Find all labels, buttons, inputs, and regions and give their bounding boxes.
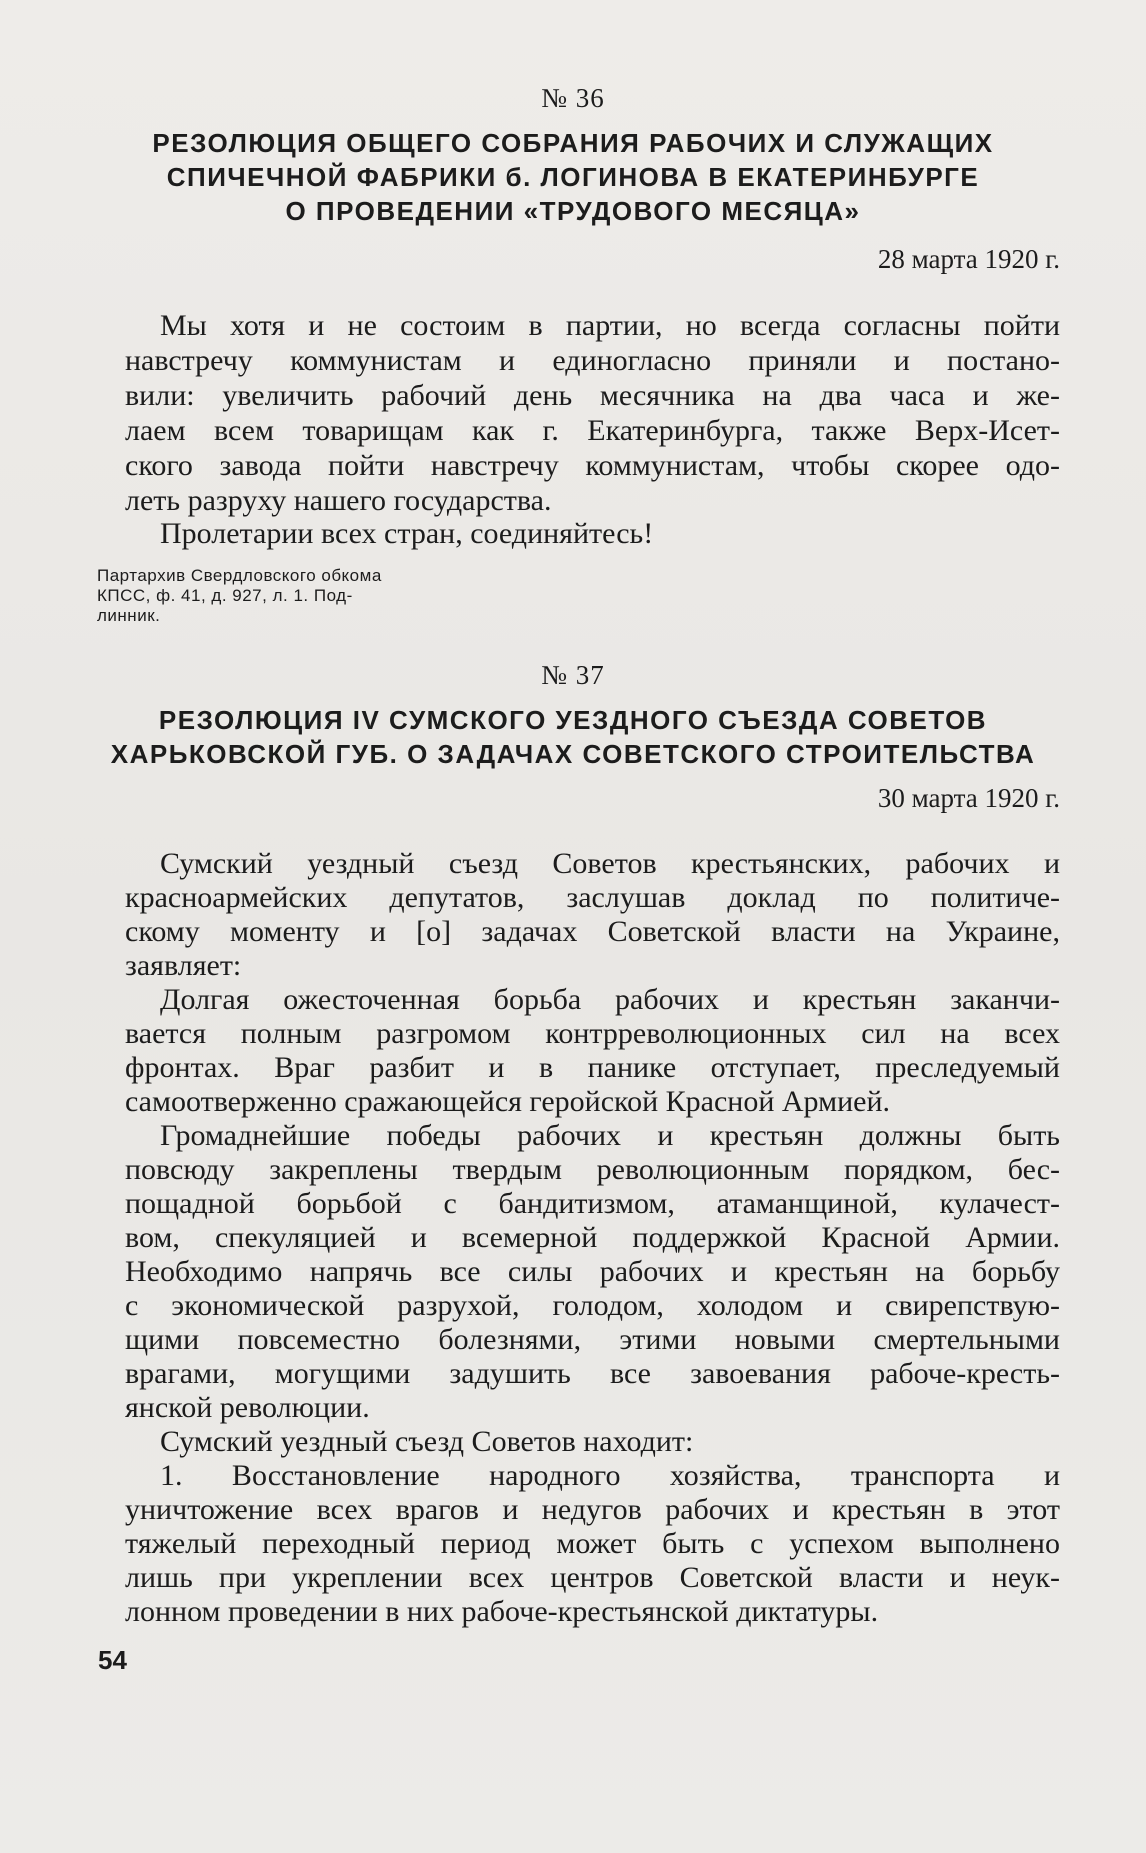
doc37-body-line: красноармейских депутатов, заслушав доклад по политиче-	[125, 881, 1060, 914]
doc37-body-line: лонном проведении в них рабоче-крестьянской диктатуры.	[125, 1595, 879, 1628]
doc36-title-line: О ПРОВЕДЕНИИ «ТРУДОВОГО МЕСЯЦА»	[285, 196, 861, 226]
doc37-body-line: щими повсеместно болезнями, этими новыми смертельными	[125, 1323, 1060, 1356]
doc36-body-line: ского завода пойти навстречу коммунистам, чтобы скорее одо-	[125, 449, 1060, 482]
doc37-body-line: Сумский уездный съезд Советов находит:	[160, 1425, 694, 1458]
doc37-body-line: фронтах. Враг разбит и в панике отступает, преследуемый	[125, 1051, 1060, 1084]
doc37-body-line: вается полным разгромом контрреволюционных сил на всех	[125, 1017, 1060, 1050]
doc37-body-line: повсюду закреплены твердым революционным порядком, бес-	[125, 1153, 1060, 1186]
doc37-body-line: скому моменту и [о] задачах Советской власти на Украине,	[125, 915, 1060, 948]
doc37-body-line: врагами, могущими задушить все завоевания рабоче-кресть-	[125, 1357, 1060, 1390]
doc37-body-line: с экономической разрухой, голодом, холодом и свирепствую-	[125, 1289, 1060, 1322]
doc36-body-line: леть разруху нашего государства.	[125, 484, 552, 517]
doc36-body-line: Мы хотя и не состоим в партии, но всегда согласны пойти	[160, 309, 1060, 342]
doc37-body-line: пощадной борьбой с бандитизмом, атаманщиной, кулачест-	[125, 1187, 1060, 1220]
doc36-body-line: навстречу коммунистам и единогласно приняли и постано-	[125, 344, 1060, 377]
doc37-body-line: Громаднейшие победы рабочих и крестьян должны быть	[160, 1119, 1060, 1152]
doc37-title-line: ХАРЬКОВСКОЙ ГУБ. О ЗАДАЧАХ СОВЕТСКОГО СТРОИТЕЛЬСТВА	[110, 739, 1036, 769]
doc36-body-line: вили: увеличить рабочий день месячника на два часа и же-	[125, 379, 1060, 412]
doc37-body-line: заявляет:	[125, 949, 242, 982]
doc37-title	[0, 703, 1146, 771]
doc37-body-line: Сумский уездный съезд Советов крестьянских, рабочих и	[160, 847, 1060, 880]
doc36-title	[0, 126, 1146, 228]
doc37-body-line: самоотверженно сражающейся геройской Красной Армией.	[125, 1085, 890, 1118]
doc36-title-line: СПИЧЕЧНОЙ ФАБРИКИ б. ЛОГИНОВА В ЕКАТЕРИНБУРГЕ	[166, 162, 980, 192]
doc36-body-line: Пролетарии всех стран, соединяйтесь!	[160, 517, 654, 550]
doc37-body-line: янской революции.	[125, 1391, 370, 1424]
doc37-body-line: 1. Восстановление народного хозяйства, транспорта и	[160, 1459, 1060, 1492]
doc36-source-line: Партархив Свердловского обкома	[97, 566, 382, 585]
doc36-source-line: линник.	[97, 606, 161, 625]
page-number: 54	[98, 1645, 127, 1675]
doc37-body-line: Долгая ожесточенная борьба рабочих и крестьян заканчи-	[160, 983, 1060, 1016]
doc37-date: 30 марта 1920 г.	[877, 783, 1060, 813]
doc36-body-line: лаем всем товарищам как г. Екатеринбурга, также Верх-Исет-	[125, 414, 1060, 447]
doc36-source-line: КПСС, ф. 41, д. 927, л. 1. Под-	[97, 586, 353, 605]
doc37-body-line: уничтожение всех врагов и недугов рабочих и крестьян в этот	[125, 1493, 1060, 1526]
doc37-number: № 37	[541, 660, 605, 690]
doc36-title-line: РЕЗОЛЮЦИЯ ОБЩЕГО СОБРАНИЯ РАБОЧИХ И СЛУЖАЩИХ	[152, 128, 994, 158]
doc36-date: 28 марта 1920 г.	[877, 244, 1060, 274]
doc37-title-line: РЕЗОЛЮЦИЯ IV СУМСКОГО УЕЗДНОГО СЪЕЗДА СОВЕТОВ	[158, 705, 988, 735]
doc37-body-line: Необходимо напрячь все силы рабочих и крестьян на борьбу	[125, 1255, 1060, 1288]
doc37-body-line: лишь при укреплении всех центров Советской власти и неук-	[125, 1561, 1060, 1594]
doc37-body-line: тяжелый переходный период может быть с успехом выполнено	[125, 1527, 1060, 1560]
doc37-body-line: вом, спекуляцией и всемерной поддержкой Красной Армии.	[125, 1221, 1060, 1254]
doc36-number: № 36	[541, 83, 605, 113]
